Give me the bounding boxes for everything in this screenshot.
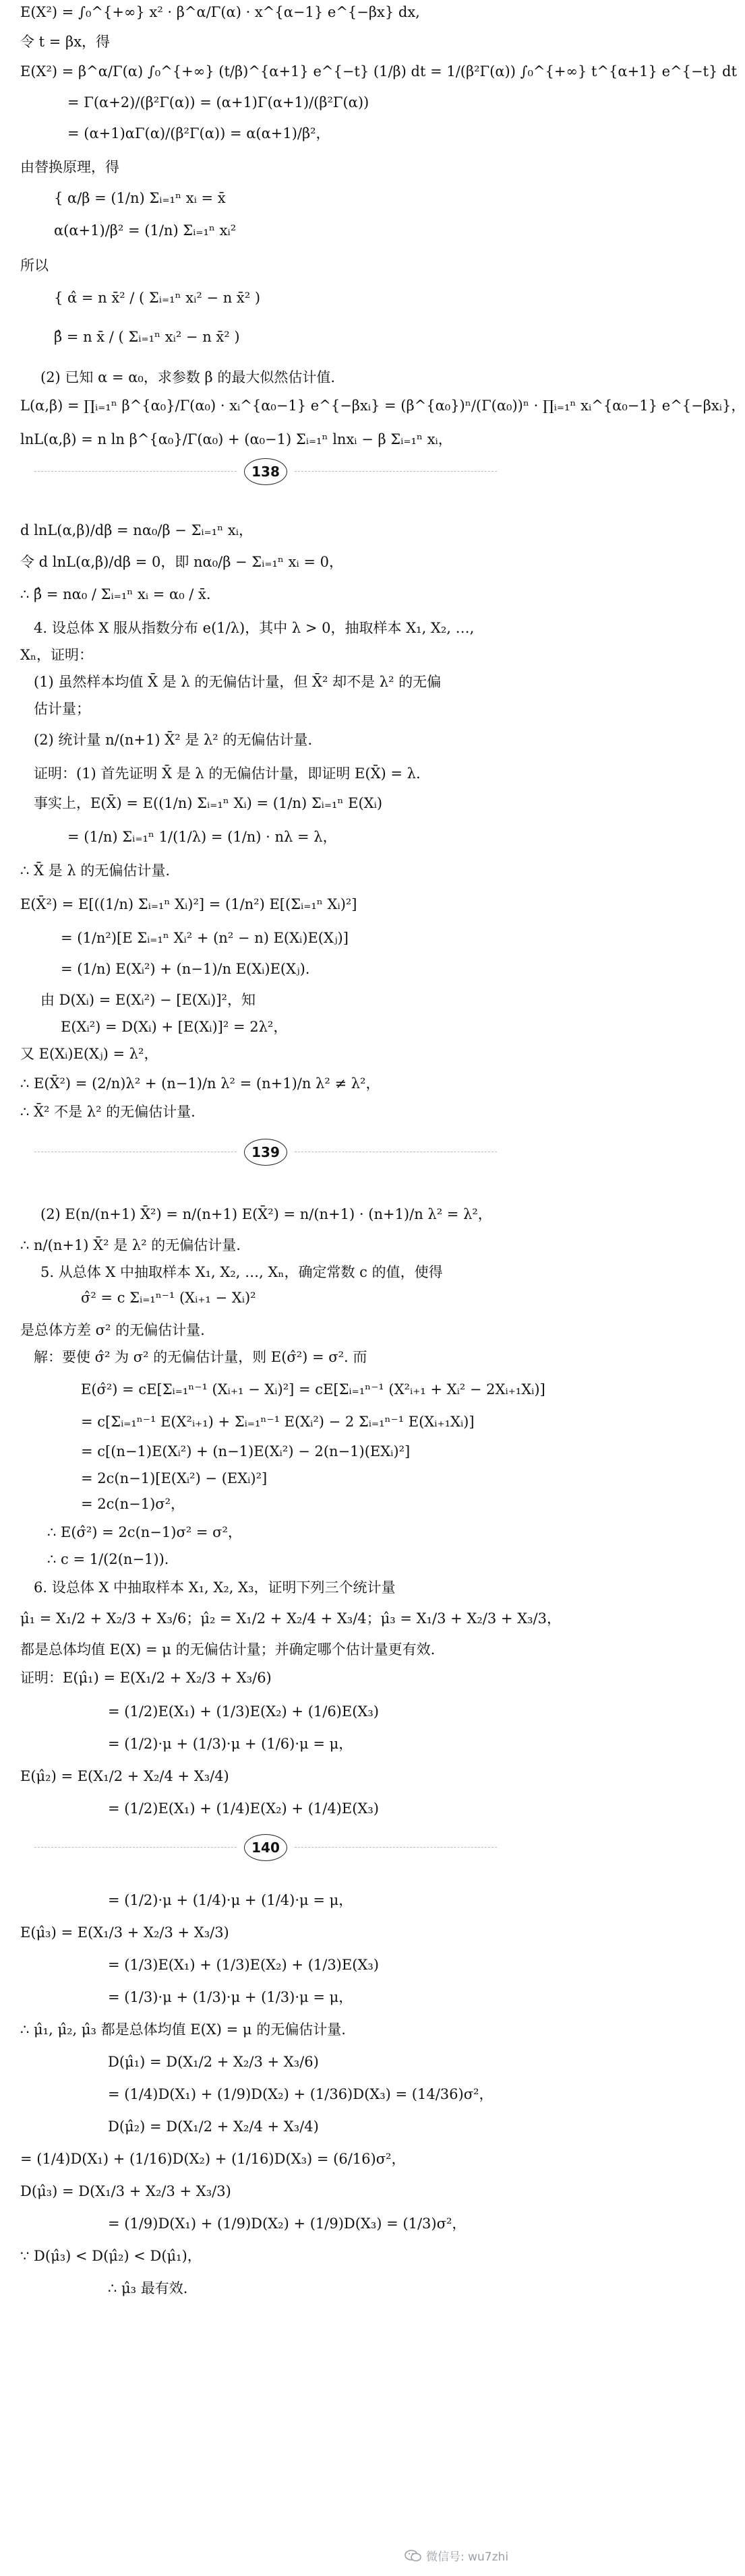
- text-line: E(X²) = ∫₀^{+∞} x² · β^α/Γ(α) · x^{α−1} e^{−βx} dx,: [20, 4, 420, 20]
- watermark-text: 微信号: wu7zhi: [426, 2550, 509, 2564]
- text-line: ∴ μ̂₁, μ̂₂, μ̂₃ 都是总体均值 E(X) = μ 的无偏估计量.: [20, 2021, 346, 2038]
- text-line: ∴ β̂ = nα₀ / Σᵢ₌₁ⁿ xᵢ = α₀ / x̄.: [20, 586, 211, 602]
- text-line: ∴ n/(n+1) X̄² 是 λ² 的无偏估计量.: [20, 1237, 241, 1253]
- text-line: = c[(n−1)E(Xᵢ²) + (n−1)E(Xᵢ²) − 2(n−1)(EXᵢ)²]: [81, 1443, 411, 1459]
- text-line: = c[Σᵢ₌₁ⁿ⁻¹ E(X²ᵢ₊₁) + Σᵢ₌₁ⁿ⁻¹ E(Xᵢ²) − 2 Σᵢ₌₁ⁿ⁻¹ E(Xᵢ₊₁Xᵢ)]: [81, 1414, 475, 1430]
- text-line: 估计量；: [34, 701, 90, 717]
- text-line: E(X²) = β^α/Γ(α) ∫₀^{+∞} (t/β)^{α+1} e^{−t} (1/β) dt = 1/(β²Γ(α)) ∫₀^{+∞} t^{α+1} e^{−t} dt: [20, 63, 737, 80]
- text-line: ∴ E(X̄²) = (2/n)λ² + (n−1)/n λ² = (n+1)/n λ² ≠ λ²，: [20, 1075, 380, 1092]
- page-number-badge: 138: [244, 458, 287, 485]
- text-line: E(μ̂₃) = E(X₁/3 + X₂/3 + X₃/3): [20, 1924, 229, 1941]
- text-line: = (1/3)·μ + (1/3)·μ + (1/3)·μ = μ，: [108, 1989, 353, 2005]
- text-line: = (1/2)·μ + (1/4)·μ + (1/4)·μ = μ，: [108, 1892, 353, 1908]
- text-line: Xₙ，证明：: [20, 647, 94, 663]
- text-line: E(μ̂₂) = E(X₁/2 + X₂/4 + X₃/4): [20, 1768, 229, 1784]
- text-line: (2) 统计量 n/(n+1) X̄² 是 λ² 的无偏估计量.: [34, 732, 313, 748]
- text-line: 5. 从总体 X 中抽取样本 X₁, X₂, …, Xₙ，确定常数 c 的值，使得: [40, 1264, 443, 1280]
- text-line: = Γ(α+2)/(β²Γ(α)) = (α+1)Γ(α+1)/(β²Γ(α)): [67, 94, 369, 111]
- text-line: D(μ̂₁) = D(X₁/2 + X₂/3 + X₃/6): [108, 2054, 319, 2070]
- text-line: 6. 设总体 X 中抽取样本 X₁, X₂, X₃，证明下列三个统计量: [34, 1579, 396, 1596]
- text-line: 由 D(Xᵢ) = E(Xᵢ²) − [E(Xᵢ)]²，知: [40, 992, 256, 1008]
- text-line: D(μ̂₂) = D(X₁/2 + X₂/4 + X₃/4): [108, 2118, 319, 2135]
- text-line: (2) 已知 α = α₀，求参数 β 的最大似然估计值.: [40, 369, 335, 385]
- text-line: { α/β = (1/n) Σᵢ₌₁ⁿ xᵢ = x̄: [54, 190, 226, 206]
- text-line: ∴ E(σ̂²) = 2c(n−1)σ² = σ²，: [47, 1524, 242, 1540]
- text-line: = 2c(n−1)[E(Xᵢ²) − (EXᵢ)²]: [81, 1470, 268, 1486]
- wechat-watermark: [405, 2547, 508, 2564]
- text-line: σ̂² = c Σᵢ₌₁ⁿ⁻¹ (Xᵢ₊₁ − Xᵢ)²: [81, 1290, 256, 1306]
- page-number-badge: 139: [244, 1139, 287, 1166]
- text-line: (2) E(n/(n+1) X̄²) = n/(n+1) E(X̄²) = n/(n+1) · (n+1)/n λ² = λ²，: [40, 1206, 492, 1222]
- text-line: lnL(α,β) = n ln β^{α₀}/Γ(α₀) + (α₀−1) Σᵢ₌₁ⁿ lnxᵢ − β Σᵢ₌₁ⁿ xᵢ，: [20, 431, 452, 447]
- text-line: D(μ̂₃) = D(X₁/3 + X₂/3 + X₃/3): [20, 2183, 231, 2199]
- text-line: β̂ = n x̄ / ( Σᵢ₌₁ⁿ xᵢ² − n x̄² ): [54, 329, 240, 345]
- text-line: 令 d lnL(α,β)/dβ = 0，即 nα₀/β − Σᵢ₌₁ⁿ xᵢ = 0，: [20, 554, 344, 570]
- text-line: (1) 虽然样本均值 X̄ 是 λ 的无偏估计量，但 X̄² 却不是 λ² 的无偏: [34, 674, 442, 690]
- text-line: E(σ̂²) = cE[Σᵢ₌₁ⁿ⁻¹ (Xᵢ₊₁ − Xᵢ)²] = cE[Σᵢ₌₁ⁿ⁻¹ (X²ᵢ₊₁ + Xᵢ² − 2Xᵢ₊₁Xᵢ)]: [81, 1381, 545, 1397]
- text-line: E(Xᵢ²) = D(Xᵢ) + [E(Xᵢ)]² = 2λ²，: [61, 1019, 288, 1035]
- text-line: ∴ X̄² 不是 λ² 的无偏估计量.: [20, 1104, 196, 1120]
- text-line: = (1/2)E(X₁) + (1/4)E(X₂) + (1/4)E(X₃): [108, 1800, 379, 1817]
- text-line: 都是总体均值 E(X) = μ 的无偏估计量；并确定哪个估计量更有效.: [20, 1641, 436, 1658]
- text-line: μ̂₁ = X₁/2 + X₂/3 + X₃/6；μ̂₂ = X₁/2 + X₂/4 + X₃/4；μ̂₃ = X₁/3 + X₂/3 + X₃/3，: [20, 1610, 561, 1627]
- text-line: = 2c(n−1)σ²，: [81, 1496, 185, 1512]
- text-line: 事实上，E(X̄) = E((1/n) Σᵢ₌₁ⁿ Xᵢ) = (1/n) Σᵢ₌₁ⁿ E(Xᵢ): [34, 795, 383, 811]
- text-line: ∵ D(μ̂₃) < D(μ̂₂) < D(μ̂₁)，: [20, 2248, 202, 2264]
- text-line: = (α+1)αΓ(α)/(β²Γ(α)) = α(α+1)/β²，: [67, 125, 330, 142]
- wechat-icon: [405, 2549, 422, 2563]
- text-line: = (1/9)D(X₁) + (1/9)D(X₂) + (1/9)D(X₃) = (1/3)σ²，: [108, 2216, 467, 2232]
- text-line: = (1/n²)[E Σᵢ₌₁ⁿ Xᵢ² + (n² − n) E(Xᵢ)E(Xⱼ)]: [61, 930, 349, 946]
- text-line: 是总体方差 σ² 的无偏估计量.: [20, 1322, 205, 1338]
- text-line: 证明：(1) 首先证明 X̄ 是 λ 的无偏估计量，即证明 E(X̄) = λ.: [34, 765, 421, 782]
- text-line: ∴ X̄ 是 λ 的无偏估计量.: [20, 862, 170, 879]
- text-line: 所以: [20, 257, 49, 274]
- text-line: 解：要使 σ̂² 为 σ² 的无偏估计量，则 E(σ̂²) = σ². 而: [34, 1349, 367, 1365]
- text-line: ∴ c = 1/(2(n−1)).: [47, 1551, 169, 1567]
- text-line: = (1/4)D(X₁) + (1/9)D(X₂) + (1/36)D(X₃) = (14/36)σ²，: [108, 2086, 494, 2102]
- text-line: = (1/n) Σᵢ₌₁ⁿ 1/(1/λ) = (1/n) · nλ = λ，: [67, 829, 337, 845]
- text-line: 4. 设总体 X 服从指数分布 e(1/λ)，其中 λ > 0，抽取样本 X₁, X₂, …,: [34, 620, 475, 636]
- text-line: L(α,β) = ∏ᵢ₌₁ⁿ β^{α₀}/Γ(α₀) · xᵢ^{α₀−1} e^{−βxᵢ} = (β^{α₀})ⁿ/(Γ(α₀))ⁿ · ∏ᵢ₌₁ⁿ xᵢ^{α₀−1} e^{−βxᵢ}，: [20, 398, 745, 414]
- text-line: d lnL(α,β)/dβ = nα₀/β − Σᵢ₌₁ⁿ xᵢ，: [20, 522, 253, 538]
- text-line: = (1/n) E(Xᵢ²) + (n−1)/n E(Xᵢ)E(Xⱼ).: [61, 961, 310, 977]
- text-line: = (1/4)D(X₁) + (1/16)D(X₂) + (1/16)D(X₃) = (6/16)σ²，: [20, 2151, 406, 2167]
- page-number-badge: 140: [244, 1834, 287, 1861]
- text-line: { α̂ = n x̄² / ( Σᵢ₌₁ⁿ xᵢ² − n x̄² ): [54, 290, 261, 306]
- text-line: = (1/2)E(X₁) + (1/3)E(X₂) + (1/6)E(X₃): [108, 1703, 379, 1720]
- text-line: 又 E(Xᵢ)E(Xⱼ) = λ²，: [20, 1046, 158, 1062]
- text-line: 证明：E(μ̂₁) = E(X₁/2 + X₂/3 + X₃/6): [20, 1670, 272, 1686]
- text-line: ∴ μ̂₃ 最有效.: [108, 2280, 188, 2296]
- text-line: E(X̄²) = E[((1/n) Σᵢ₌₁ⁿ Xᵢ)²] = (1/n²) E[(Σᵢ₌₁ⁿ Xᵢ)²]: [20, 896, 357, 912]
- text-line: α(α+1)/β² = (1/n) Σᵢ₌₁ⁿ xᵢ²: [54, 222, 237, 239]
- text-line: = (1/3)E(X₁) + (1/3)E(X₂) + (1/3)E(X₃): [108, 1957, 379, 1973]
- text-line: 由替换原理，得: [20, 159, 119, 175]
- text-line: = (1/2)·μ + (1/3)·μ + (1/6)·μ = μ，: [108, 1736, 353, 1752]
- text-line: 令 t = βx，得: [20, 34, 111, 50]
